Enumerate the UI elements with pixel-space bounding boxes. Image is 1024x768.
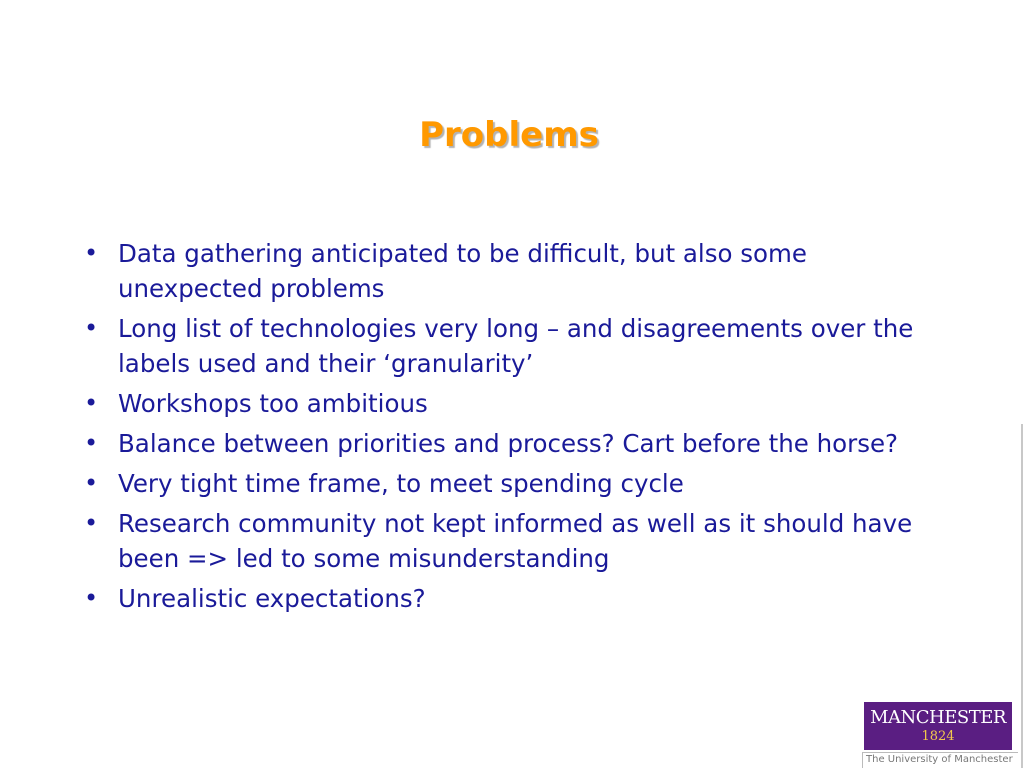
bullet-text: Unrealistic expectations?: [118, 584, 426, 613]
bullet-marker: •: [84, 389, 99, 417]
university-logo: [862, 700, 1018, 768]
bullet-text: Workshops too ambitious: [118, 389, 428, 418]
slide-title: Problems: [419, 115, 599, 155]
bullet-text: Data gathering anticipated to be difficult, but also some unexpected problems: [118, 239, 807, 303]
logo-wordmark: MANCHESTER: [870, 707, 1006, 728]
bullet-item: [80, 386, 940, 421]
side-divider: [1021, 424, 1023, 768]
bullet-marker: •: [84, 469, 99, 497]
bullet-item: [80, 426, 940, 461]
logo-box: [864, 702, 1012, 750]
bullet-list: [80, 236, 940, 621]
bullet-item: [80, 311, 940, 381]
bullet-item: [80, 581, 940, 616]
bullet-item: [80, 466, 940, 501]
bullet-marker: •: [84, 429, 99, 457]
bullet-text: Research community not kept informed as well as it should have been => led to some misunderstanding: [118, 509, 913, 573]
logo-year: 1824: [921, 729, 955, 744]
bullet-marker: •: [84, 314, 99, 342]
logo-caption: The University of Manchester: [862, 752, 1018, 768]
bullet-text: Balance between priorities and process? Cart before the horse?: [118, 429, 899, 458]
bullet-item: [80, 506, 940, 576]
bullet-marker: •: [84, 239, 99, 267]
bullet-text: Very tight time frame, to meet spending cycle: [118, 469, 684, 498]
bullet-text: Long list of technologies very long – and disagreements over the labels used and their ‘granularity’: [118, 314, 914, 378]
bullet-item: [80, 236, 940, 306]
bullet-marker: •: [84, 509, 99, 537]
bullet-marker: •: [84, 584, 99, 612]
